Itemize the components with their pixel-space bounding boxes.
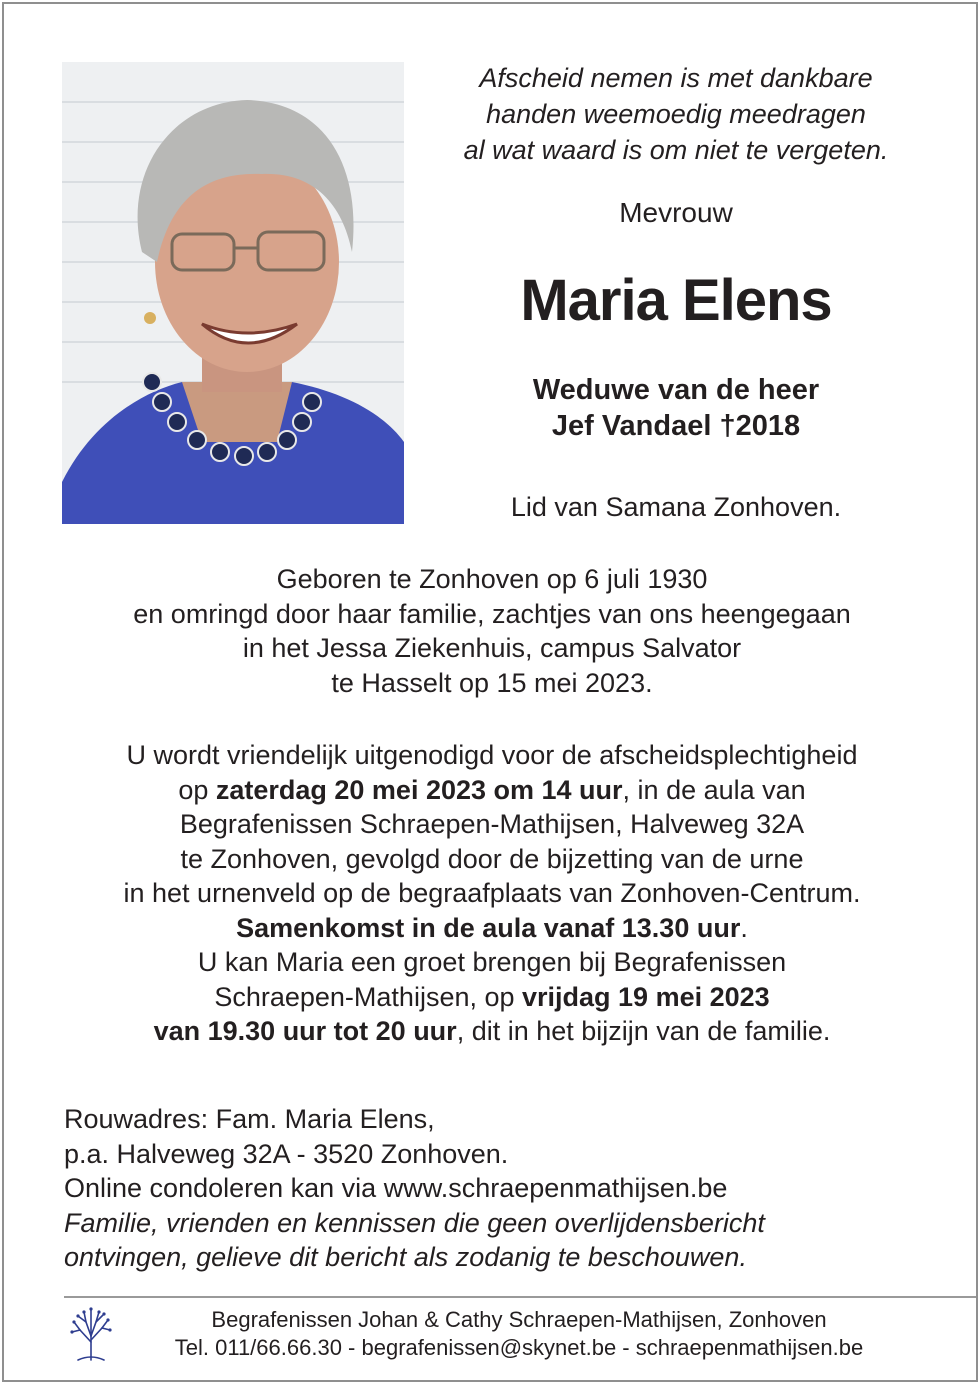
text-fragment: Schraepen-Mathijsen, op bbox=[214, 981, 523, 1012]
birth-death-text bbox=[34, 562, 950, 700]
funeral-home-name: Begrafenissen Johan & Cathy Schraepen-Mathijsen, Zonhoven bbox=[211, 1307, 827, 1332]
portrait-photo bbox=[62, 62, 404, 524]
spouse-line: Weduwe van de heer bbox=[532, 374, 820, 406]
visitation-date: vrijdag 19 mei 2023 bbox=[522, 981, 770, 1012]
text-fragment: . bbox=[740, 912, 748, 943]
text-line bbox=[34, 1014, 950, 1049]
poem-line: al wat waard is om niet te vergeten. bbox=[463, 135, 889, 165]
gathering-time: Samenkomst in de aula vanaf 13.30 uur bbox=[236, 912, 741, 943]
poem bbox=[414, 60, 938, 168]
condolence-line: Online condoleren kan via www.schraepenmathijsen.be bbox=[64, 1173, 728, 1203]
text-line: Begrafenissen Schraepen-Mathijsen, Halveweg 32A bbox=[179, 809, 805, 839]
poem-line: Afscheid nemen is met dankbare bbox=[479, 63, 873, 93]
deceased-name: Maria Elens bbox=[520, 268, 832, 333]
text-line bbox=[34, 773, 950, 808]
text-line: in het Jessa Ziekenhuis, campus Salvator bbox=[242, 633, 742, 663]
funeral-home-contact: Tel. 011/66.66.30 - begrafenissen@skynet.be - schraepenmathijsen.be bbox=[174, 1335, 864, 1360]
obituary-card bbox=[2, 2, 978, 1382]
address-line: Rouwadres: Fam. Maria Elens, bbox=[64, 1104, 435, 1134]
text-line bbox=[34, 980, 950, 1015]
notice-line: ontvingen, gelieve dit bericht als zodanig te beschouwen. bbox=[64, 1242, 747, 1272]
honorific: Mevrouw bbox=[619, 197, 733, 228]
mourning-address bbox=[64, 1102, 765, 1275]
text-line: te Hasselt op 15 mei 2023. bbox=[331, 667, 653, 698]
text-fragment: , in de aula van bbox=[622, 774, 806, 805]
funeral-home-footer bbox=[124, 1306, 914, 1362]
membership: Lid van Samana Zonhoven. bbox=[510, 492, 842, 522]
text-line: en omringd door haar familie, zachtjes van ons heengegaan bbox=[133, 598, 851, 629]
spouse-info bbox=[414, 372, 938, 444]
text-line: Geboren te Zonhoven op 6 juli 1930 bbox=[276, 564, 708, 594]
text-line: in het urnenveld op de begraafplaats van Zonhoven-Centrum. bbox=[123, 878, 861, 908]
text-fragment: , dit in het bijzijn van de familie. bbox=[456, 1016, 831, 1046]
text-line: te Zonhoven, gevolgd door de bijzetting van de urne bbox=[180, 843, 804, 874]
notice-line: Familie, vrienden en kennissen die geen overlijdensbericht bbox=[64, 1207, 765, 1238]
tree-logo-icon bbox=[66, 1302, 116, 1364]
footer-divider bbox=[64, 1296, 976, 1298]
text-line bbox=[34, 911, 950, 946]
poem-line: handen weemoedig meedragen bbox=[486, 99, 866, 129]
address-line: p.a. Halveweg 32A - 3520 Zonhoven. bbox=[64, 1138, 509, 1169]
spouse-line: Jef Vandael †2018 bbox=[551, 410, 801, 442]
visitation-time: van 19.30 uur tot 20 uur bbox=[153, 1016, 457, 1046]
text-line: U wordt vriendelijk uitgenodigd voor de afscheidsplechtigheid bbox=[126, 740, 858, 770]
ceremony-text bbox=[34, 738, 950, 1049]
text-line: U kan Maria een groet brengen bij Begrafenissen bbox=[197, 947, 787, 977]
ceremony-date: zaterdag 20 mei 2023 om 14 uur bbox=[215, 774, 623, 805]
text-fragment: op bbox=[178, 774, 216, 805]
